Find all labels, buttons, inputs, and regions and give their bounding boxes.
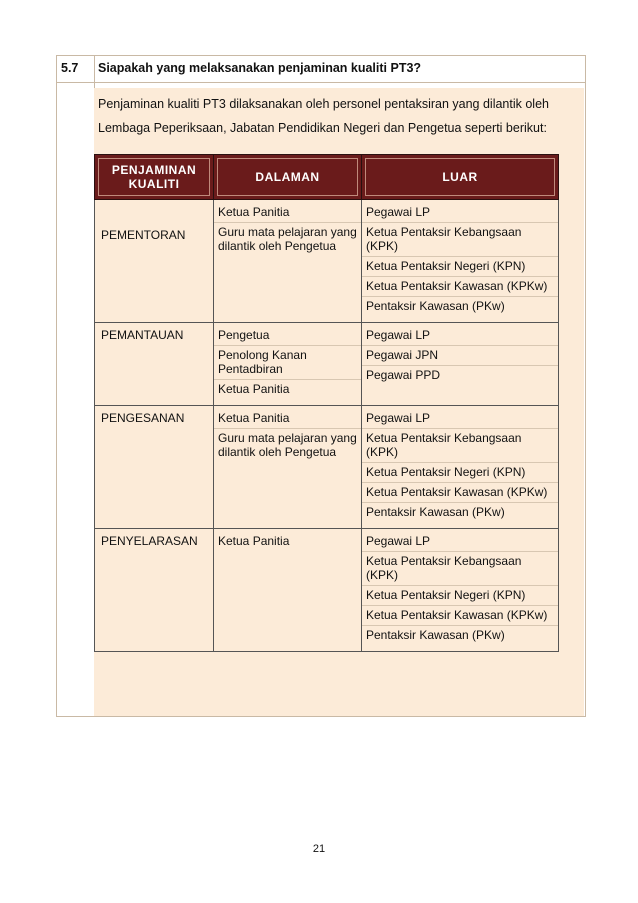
dalaman-cell	[214, 200, 362, 323]
right-border	[585, 55, 586, 716]
luar-item: Ketua Pentaksir Negeri (KPN)	[362, 463, 558, 483]
luar-item: Pegawai LP	[362, 409, 558, 429]
quality-assurance-table	[94, 154, 559, 652]
luar-item: Ketua Pentaksir Kawasan (KPKw)	[362, 606, 558, 626]
dalaman-item: Ketua Panitia	[214, 409, 361, 429]
header-label: PENJAMINAN KUALITI	[98, 158, 210, 196]
luar-item: Pentaksir Kawasan (PKw)	[366, 299, 505, 313]
bottom-rule	[56, 716, 586, 717]
luar-item: Ketua Pentaksir Negeri (KPN)	[362, 586, 558, 606]
number-column-divider	[94, 55, 95, 88]
category-cell: PEMENTORAN	[95, 200, 214, 323]
category-cell: PENGESANAN	[95, 406, 214, 529]
luar-item: Ketua Pentaksir Negeri (KPN)	[362, 257, 558, 277]
section-number: 5.7	[61, 61, 79, 75]
table-row	[95, 200, 559, 323]
luar-item: Pegawai LP	[362, 326, 558, 346]
table-row	[95, 529, 559, 652]
luar-item: Ketua Pentaksir Kawasan (KPKw)	[362, 483, 558, 503]
header-luar	[362, 155, 559, 200]
luar-item: Pegawai LP	[362, 203, 558, 223]
dalaman-item: Pengetua	[214, 326, 361, 346]
header-dalaman	[214, 155, 362, 200]
luar-item: Pegawai LP	[362, 532, 558, 552]
left-border	[56, 55, 57, 716]
luar-cell	[362, 323, 559, 406]
header-label: LUAR	[365, 158, 555, 196]
luar-item: Pentaksir Kawasan (PKw)	[366, 628, 505, 642]
dalaman-item: Guru mata pelajaran yang dilantik oleh Pengetua	[218, 431, 357, 459]
luar-item: Ketua Pentaksir Kawasan (KPKw)	[362, 277, 558, 297]
table-row	[95, 406, 559, 529]
header-penjaminan-kualiti	[95, 155, 214, 200]
intro-line-1: Penjaminan kualiti PT3 dilaksanakan oleh personel pentaksiran yang dilantik oleh	[98, 97, 549, 111]
table-header-row	[95, 155, 559, 200]
luar-cell	[362, 529, 559, 652]
luar-item: Ketua Pentaksir Kebangsaan (KPK)	[362, 552, 558, 586]
dalaman-item: Guru mata pelajaran yang dilantik oleh Pengetua	[218, 225, 357, 253]
table-row	[95, 323, 559, 406]
luar-item: Pentaksir Kawasan (PKw)	[366, 505, 505, 519]
category-cell: PENYELARASAN	[95, 529, 214, 652]
luar-item: Ketua Pentaksir Kebangsaan (KPK)	[362, 223, 558, 257]
section-question: Siapakah yang melaksanakan penjaminan kualiti PT3?	[98, 61, 422, 75]
luar-item: Pegawai JPN	[362, 346, 558, 366]
intro-line-2: Lembaga Peperiksaan, Jabatan Pendidikan Negeri dan Pengetua seperti berikut:	[98, 121, 547, 135]
dalaman-cell	[214, 406, 362, 529]
dalaman-item: Ketua Panitia	[218, 382, 290, 396]
luar-cell	[362, 200, 559, 323]
dalaman-item: Ketua Panitia	[214, 203, 361, 223]
dalaman-cell	[214, 529, 362, 652]
luar-item: Ketua Pentaksir Kebangsaan (KPK)	[362, 429, 558, 463]
luar-cell	[362, 406, 559, 529]
dalaman-cell	[214, 323, 362, 406]
dalaman-item: Penolong Kanan Pentadbiran	[214, 346, 361, 380]
top-rule	[56, 55, 586, 56]
luar-item: Pegawai PPD	[366, 368, 441, 382]
heading-rule	[56, 82, 586, 83]
page-number: 21	[312, 843, 326, 855]
dalaman-item: Ketua Panitia	[218, 534, 290, 548]
header-label: DALAMAN	[217, 158, 358, 196]
category-cell: PEMANTAUAN	[95, 323, 214, 406]
